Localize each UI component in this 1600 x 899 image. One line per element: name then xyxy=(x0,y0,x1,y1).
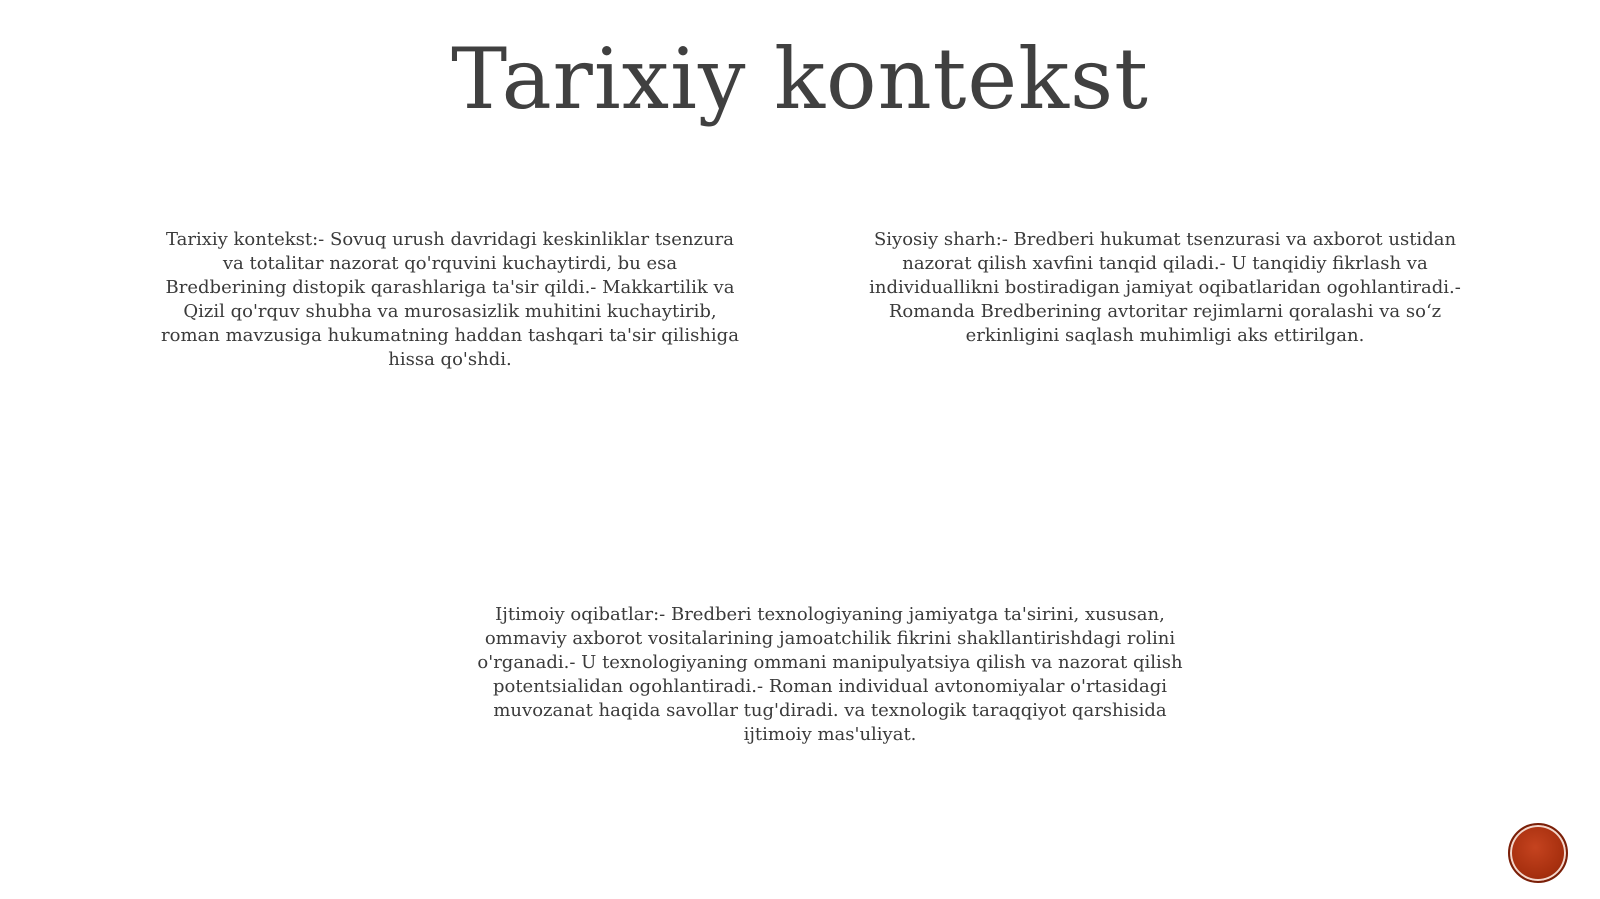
circle-nav-button-icon[interactable] xyxy=(1508,823,1568,883)
text-block-historical-context: Tarixiy kontekst:- Sovuq urush davridagi keskinliklar tsenzura va totalitar nazorat qo'rquvini kuchaytirdi, bu esa Bredberining distopik qarashlariga ta'sir qildi.- Makkartilik va Qizil qo'rquv shubha va murosasizlik muhitini kuchaytirib, roman mavzusiga hukumatning haddan tashqari ta'sir qilishiga hissa qo'shdi. xyxy=(161,229,739,370)
text-block-social-consequences: Ijtimoiy oqibatlar:- Bredberi texnologiyaning jamiyatga ta'sirini, xususan, ommaviy axborot vositalarining jamoatchilik fikrini shakllantirishdagi rolini o'rganadi.- U texnologiyaning ommani manipulyatsiya qilish va nazorat qilish potentsialidan ogohlantiradi.- Roman individual avtonomiyalar o'rtasidagi muvozanat haqida savollar tug'diradi. va texnologik taraqqiyot qarshisida ijtimoiy mas'uliyat. xyxy=(477,604,1183,745)
text-block-political-commentary: Siyosiy sharh:- Bredberi hukumat tsenzurasi va axborot ustidan nazorat qilish xavfini tanqid qiladi.- U tanqidiy fikrlash va individuallikni bostiradigan jamiyat oqibatlaridan ogohlantiradi.- Romanda Bredberining avtoritar rejimlarni qoralashi va so‘z erkinligini saqlash muhimligi aks ettirilgan. xyxy=(869,229,1461,346)
slide-title: Tarixiy kontekst xyxy=(451,30,1149,128)
